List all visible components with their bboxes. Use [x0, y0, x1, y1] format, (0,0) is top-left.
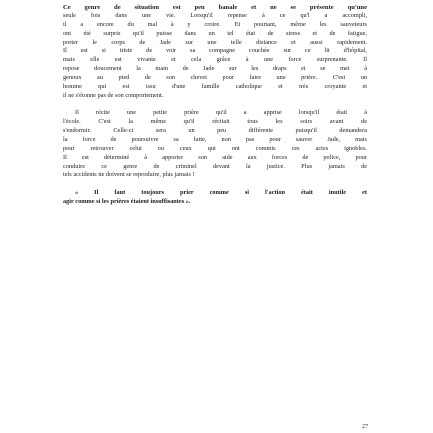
paragraph-1-line-3: il a encore du mal à y croire. Et pourtant, même les sauveteurs — [63, 20, 367, 28]
paragraph-1-line-6: Il est si triste de voir sa compagne couchée sur ce lit d'hôpital, — [63, 47, 367, 55]
paragraph-1-line-9: genoux au pied de son chevet pour faire une prière. C'est un — [63, 73, 367, 81]
paragraph-2-line-2: l'école. C'est la même qu'il récitait tous les soirs avant de — [63, 118, 367, 126]
quote-line-1: « Il faut toujours prier comme si l'action était inutile et — [75, 189, 367, 197]
paragraph-1-line-11: il ne s'étonne pas de son comportement. — [63, 91, 164, 99]
paragraph-1-line-10: homme qui est issu d'une famille catholique et très croyante et — [63, 82, 367, 90]
paragraph-2-line-7: conduire ce genre de criminel devant la justice. Plus jamais de — [63, 162, 367, 170]
paragraph-1-line-2: seule fois dans une vie. Lorsqu'il repense à ce qu'l a accompli, — [63, 12, 367, 19]
paragraph-2-line-4: la force de poursuivre sa lutte, non pas pour sauver Jade, mais — [63, 135, 367, 143]
paragraph-2-line-6: Il est déterminé à apporter son aide aux forces de police, pour — [63, 153, 367, 161]
paragraph-2-line-8: tels accidents ne doivent se reproduire, plus jamais ! — [63, 171, 195, 179]
paragraph-1-line-1: Ce genre de situation est peu banale et ne se présente qu'une — [63, 4, 367, 11]
text-column — [63, 3, 367, 207]
paragraph-2-line-3: s'endormir. Celle-ci sera un peu différente puisqu'il demandera — [63, 127, 367, 135]
paragraph-gap — [63, 180, 367, 189]
paragraph-1-line-7: mais elle est vivante et cela grâce à une force surprenante. Il — [63, 56, 367, 64]
paragraph-1 — [63, 3, 367, 100]
paragraph-2-line-1: Il récite une petite prière qu'il a apprise lorsqu'il était à — [75, 109, 367, 117]
page-number: 27 — [362, 424, 368, 430]
quote-line-2: agir comme si les prières étaient insuffisantes ». — [63, 198, 191, 206]
paragraph-2-line-5: pour retrouver celui ou ceux qui ont commis ces actes ignobles. — [63, 144, 367, 152]
paragraph-gap — [63, 100, 367, 109]
paragraph-1-line-8: repose doucement la main de Jade sur les draps et se met à — [63, 65, 367, 73]
paragraph-1-line-5: porter le corps de Jade sur une telle distance et aussi rapidement. — [63, 38, 367, 46]
quote-paragraph — [63, 189, 367, 207]
paragraph-2 — [63, 109, 367, 180]
paragraph-1-line-4: ont été surpris qu'il puisse dans un tel état de stress et de fatigue, — [63, 29, 367, 37]
